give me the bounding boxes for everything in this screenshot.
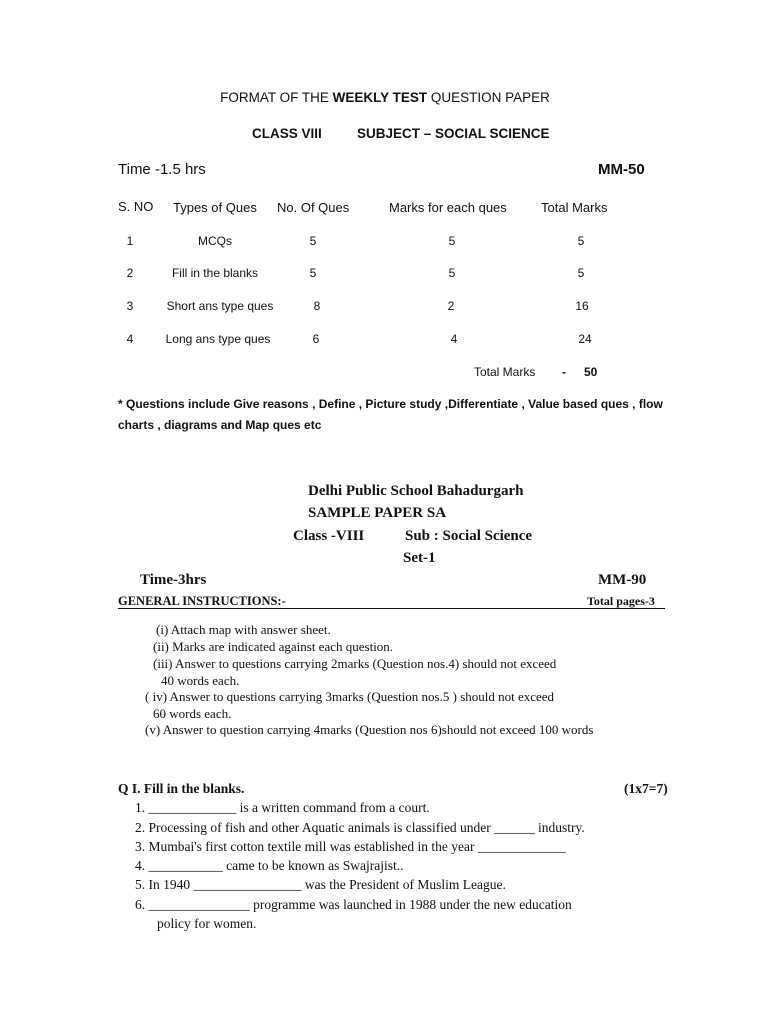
format-time: Time -1.5 hrs xyxy=(118,161,206,178)
list-item: (v) Answer to question carrying 4marks (Question nos 6)should not exceed 100 words xyxy=(145,722,594,737)
general-instructions-label: GENERAL INSTRUCTIONS:- xyxy=(118,594,286,608)
list-item: 6. _______________ programme was launched in 1988 under the new education xyxy=(135,897,572,912)
cell-marks-each: 4 xyxy=(450,332,458,346)
list-item: (ii) Marks are indicated against each question. xyxy=(153,639,394,654)
section-heading: Q I. Fill in the blanks. xyxy=(118,781,245,796)
header-count: No. Of Ques xyxy=(277,200,350,215)
cell-marks-each: 5 xyxy=(448,266,456,280)
list-item: 3. Mumbai's first cotton textile mill was established in the year _____________ xyxy=(135,839,566,854)
header-type: Types of Ques xyxy=(173,200,257,215)
format-subject: SUBJECT – SOCIAL SCIENCE xyxy=(357,126,550,141)
cell-count: 8 xyxy=(313,299,321,313)
format-title-prefix: FORMAT OF THE xyxy=(220,90,333,105)
question-types-note-line1: * Questions include Give reasons , Define , Picture study ,Differentiate , Value based ques , flow xyxy=(118,397,663,411)
cell-count: 6 xyxy=(312,332,320,346)
sample-max-marks: MM-90 xyxy=(598,572,647,588)
list-item: ( iv) Answer to questions carrying 3marks (Question nos.5 ) should not exceed xyxy=(145,689,555,704)
section-marks: (1x7=7) xyxy=(624,781,668,796)
sample-subject: Sub : Social Science xyxy=(405,528,533,544)
list-item: 4. ___________ came to be known as Swajrajist.. xyxy=(135,858,404,873)
cell-type: Fill in the blanks xyxy=(171,266,259,280)
cell-marks-each: 5 xyxy=(448,234,456,248)
total-pages: Total pages-3 xyxy=(587,594,655,608)
cell-sno: 3 xyxy=(126,299,134,313)
header-sno: S. NO xyxy=(118,199,154,214)
list-item: (iii) Answer to questions carrying 2marks (Question nos.4) should not exceed xyxy=(153,656,557,671)
cell-count: 5 xyxy=(309,266,317,280)
cell-sno: 2 xyxy=(126,266,134,280)
cell-total: 24 xyxy=(578,332,592,346)
cell-total: 16 xyxy=(575,299,589,313)
cell-sno: 4 xyxy=(126,332,134,346)
set-number: Set-1 xyxy=(403,550,436,566)
cell-type: Long ans type ques xyxy=(165,332,271,346)
list-item: 2. Processing of fish and other Aquatic animals is classified under ______ industry. xyxy=(135,820,585,835)
school-name: Delhi Public School Bahadurgarh xyxy=(308,483,524,499)
format-max-marks: MM-50 xyxy=(598,161,645,178)
sample-time: Time-3hrs xyxy=(140,572,207,588)
format-title xyxy=(0,90,770,105)
list-item: 1. _____________ is a written command from a court. xyxy=(135,800,430,815)
paper-title: SAMPLE PAPER SA xyxy=(308,505,447,521)
cell-total: 5 xyxy=(577,266,585,280)
cell-marks-each: 2 xyxy=(447,299,455,313)
list-item: (i) Attach map with answer sheet. xyxy=(156,622,331,637)
cell-count: 5 xyxy=(309,234,317,248)
total-marks-dash: - xyxy=(562,365,566,379)
header-marks-each: Marks for each ques xyxy=(389,200,507,215)
sample-class: Class -VIII xyxy=(293,528,365,544)
cell-sno: 1 xyxy=(126,234,134,248)
format-title-suffix: QUESTION PAPER xyxy=(427,90,550,105)
format-class: CLASS VIII xyxy=(252,126,322,141)
cell-total: 5 xyxy=(577,234,585,248)
list-item: policy for women. xyxy=(157,916,257,931)
list-item: 60 words each. xyxy=(153,706,232,721)
question-types-note-line2: charts , diagrams and Map ques etc xyxy=(118,418,322,432)
list-item: 40 words each. xyxy=(161,673,240,688)
total-marks-value: 50 xyxy=(584,365,598,379)
header-total: Total Marks xyxy=(541,200,608,215)
cell-type: Short ans type ques xyxy=(166,299,274,313)
format-title-bold: WEEKLY TEST xyxy=(332,90,428,105)
cell-type: MCQs xyxy=(198,234,232,248)
total-marks-label: Total Marks xyxy=(474,365,536,379)
instructions-underline xyxy=(118,608,665,609)
list-item: 5. In 1940 ________________ was the President of Muslim League. xyxy=(135,877,506,892)
